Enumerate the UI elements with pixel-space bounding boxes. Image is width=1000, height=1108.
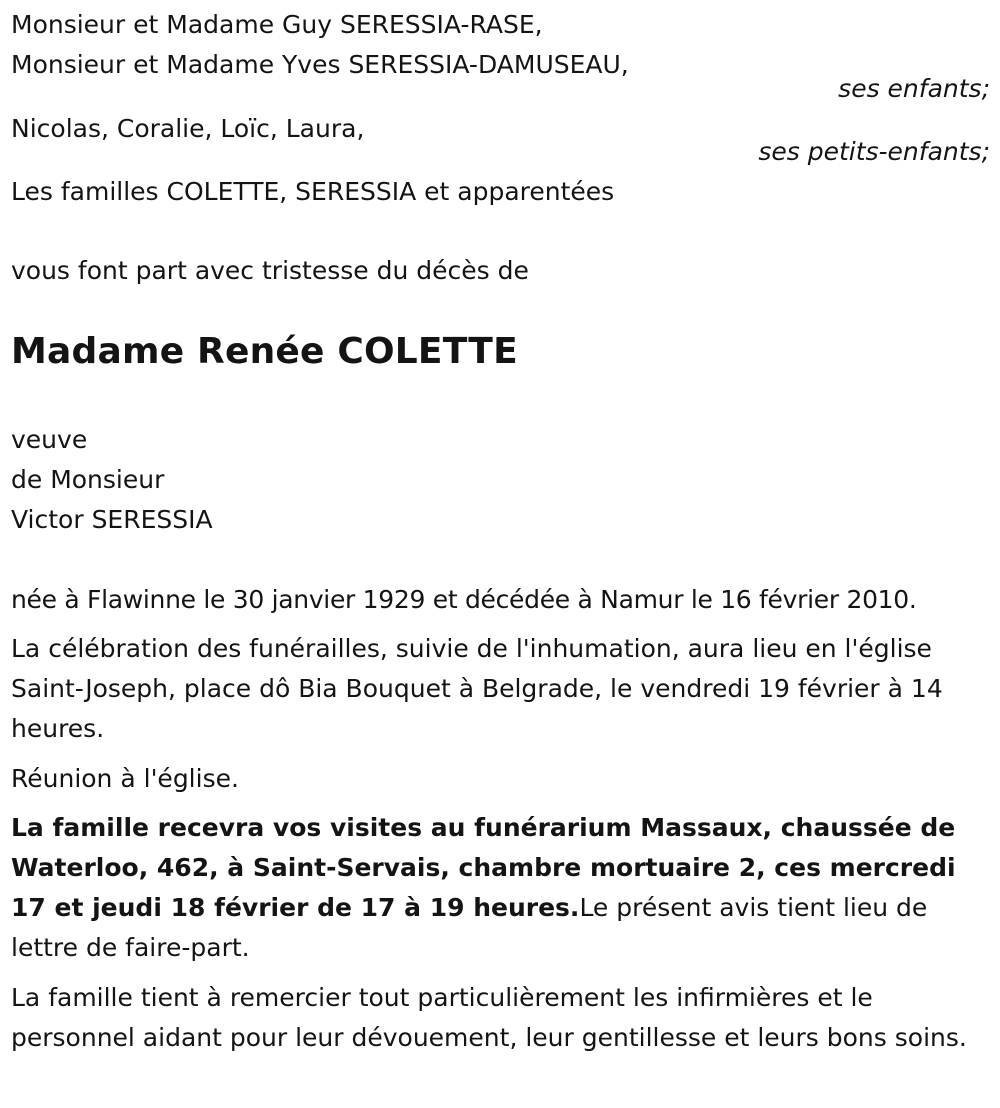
visits-normal-text: Le présent avis tient lieu de lettre de faire-part. — [11, 893, 928, 962]
ceremony-paragraph: La célébration des funérailles, suivie de l'inhumation, aura lieu en l'église Saint-Joseph, place dô Bia Bouquet à Belgrade, le vendredi 19 février à 14 heures. — [11, 634, 943, 743]
grandchildren-label: ses petits-enfants; — [758, 137, 990, 166]
meeting-line: Réunion à l'église. — [11, 764, 239, 793]
children-line-1: Monsieur et Madame Guy SERESSIA-RASE, — [11, 10, 543, 39]
widow-block — [11, 420, 213, 540]
widow-line-1: veuve — [11, 425, 88, 454]
visits-bold-text: La famille recevra vos visites au funérarium Massaux, chaussée de Waterloo, 462, à Saint-Servais, chambre mortuaire 2, ces mercredi 17 et jeudi 18 février de 17 à 19 heures. — [11, 813, 956, 922]
children-label: ses enfants; — [838, 74, 990, 103]
birth-death-line: née à Flawinne le 30 janvier 1929 et décédée à Namur le 16 février 2010. — [11, 585, 917, 614]
announcement-line: vous font part avec tristesse du décès de — [11, 256, 529, 285]
grandchildren-line: Nicolas, Coralie, Loïc, Laura, — [11, 114, 365, 143]
families-line: Les familles COLETTE, SERESSIA et apparentées — [11, 177, 615, 206]
visits-paragraph — [11, 808, 990, 968]
deceased-name: Madame Renée COLETTE — [11, 331, 518, 372]
thanks-paragraph: La famille tient à remercier tout particulièrement les infirmières et le personnel aidant pour leur dévouement, leur gentillesse et leurs bons soins. — [11, 983, 967, 1052]
widow-line-2: de Monsieur — [11, 465, 165, 494]
children-line-2: Monsieur et Madame Yves SERESSIA-DAMUSEAU, — [11, 50, 629, 79]
widow-line-3: Victor SERESSIA — [11, 505, 213, 534]
